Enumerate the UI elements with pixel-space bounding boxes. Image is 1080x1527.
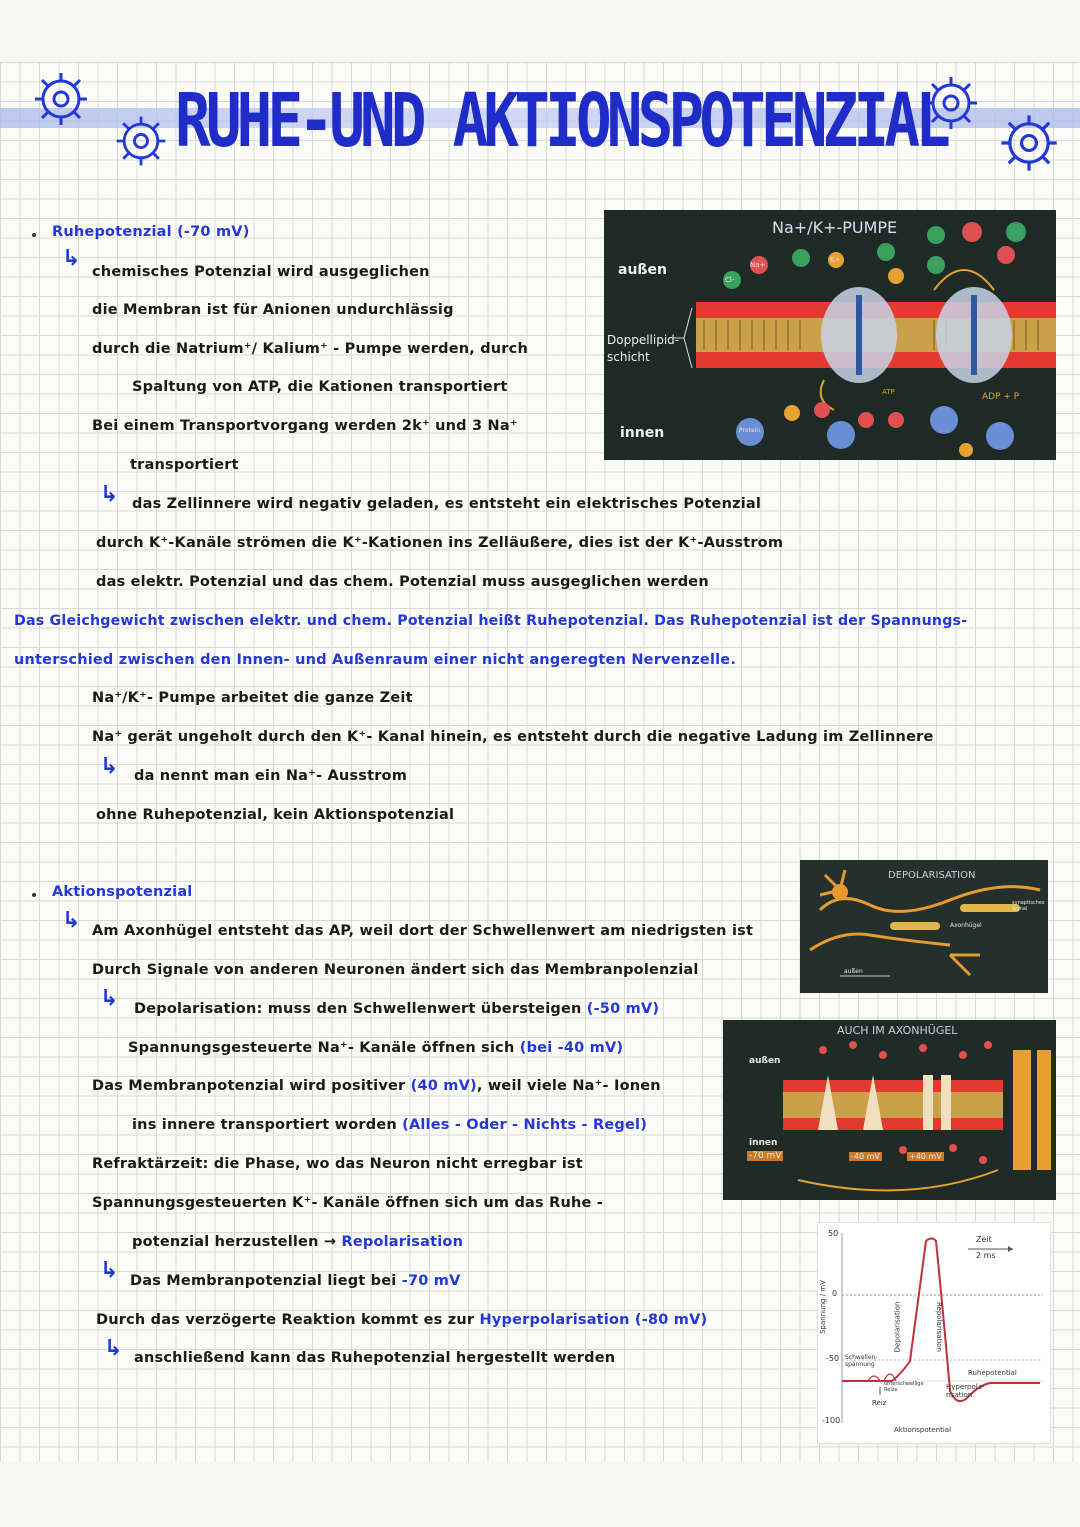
figure-depolarisation — [800, 860, 1048, 993]
ruhe-line: Spaltung von ATP, die Kationen transportiert — [132, 379, 508, 395]
repol-label: Repolarisation — [934, 1302, 943, 1352]
label-cl: Cl- — [725, 276, 735, 284]
aktion-line — [134, 1001, 659, 1017]
aktion-text: Depolarisation: muss den Schwellenwert übersteigen — [134, 1001, 582, 1017]
ruhe-line: das Zellinnere wird negativ geladen, es entsteht ein elektrisches Potenzial — [132, 496, 762, 512]
bullet — [32, 233, 36, 237]
hyper-label: Hyperpola- risation — [946, 1383, 985, 1399]
aktion-text: potenzial herzustellen → — [132, 1234, 337, 1250]
label-bilayer: Doppellipid- schicht — [607, 333, 680, 364]
arrow-icon: ↳ — [62, 908, 81, 933]
aktion-line: Durch Signale von anderen Neuronen ändert sich das Membranpolenzial — [92, 962, 699, 978]
figure-title: AUCH IM AXONHÜGEL — [837, 1024, 958, 1037]
aktion-line — [128, 1040, 623, 1056]
ruhe-line: die Membran ist für Anionen undurchlässig — [92, 302, 454, 318]
section-heading-aktion: Aktionspotenzial — [52, 884, 193, 900]
aktion-text: Das Membranpotenzial liegt bei — [130, 1273, 397, 1289]
aktion-text: ins innere transportiert worden — [132, 1117, 397, 1133]
bullet — [32, 893, 36, 897]
gear-icon — [30, 68, 92, 130]
aktion-line — [132, 1117, 647, 1133]
section-heading-ruhe: Ruhepotenzial (-70 mV) — [52, 224, 250, 240]
label-inside: innen — [749, 1138, 778, 1148]
gear-icon — [996, 110, 1062, 176]
aktion-value: (-50 mV) — [586, 1001, 660, 1017]
tick-label: -100 — [822, 1416, 841, 1425]
label-inside-mv: -70 mV — [749, 1151, 782, 1161]
figure-action-potential-graph — [817, 1222, 1051, 1444]
arrow-icon: ↳ — [62, 246, 81, 271]
aktion-value: Repolarisation — [341, 1234, 464, 1250]
label-atp: ATP — [882, 388, 895, 396]
aktion-value: (Alles - Oder - Nichts - Regel) — [402, 1117, 648, 1133]
sub-label: unterschwellige Reize — [884, 1381, 924, 1393]
label-inside: innen — [620, 425, 665, 441]
rest-label: Ruhepotential — [968, 1369, 1017, 1377]
caption: Aktionspotential — [894, 1426, 952, 1434]
definition-line: unterschied zwischen den Innen- und Außenraum einer nicht angeregten Nervenzelle. — [14, 652, 737, 668]
aktion-value: Hyperpolarisation (-80 mV) — [479, 1312, 708, 1328]
gear-icon — [112, 112, 170, 170]
label-na: Na+ — [750, 261, 766, 269]
ruhe-line: das elektr. Potenzial und das chem. Potenzial muss ausgeglichen werden — [96, 574, 709, 590]
aktion-line: Spannungsgesteuerten K⁺- Kanäle öffnen sich um das Ruhe - — [92, 1195, 604, 1211]
label-axonhuegel: Axonhügel — [950, 922, 982, 929]
label-mv2: +40 mV — [909, 1152, 942, 1161]
tick-label: 50 — [828, 1229, 839, 1238]
ruhe-line: transportiert — [130, 457, 239, 473]
label-k: K+ — [830, 256, 841, 264]
arrow-icon: ↳ — [100, 986, 119, 1011]
aktion-value: -70 mV — [401, 1273, 461, 1289]
aktion-line — [96, 1312, 707, 1328]
aktion-text: , weil viele Na⁺- Ionen — [476, 1078, 661, 1094]
ruhe-line: Na⁺/K⁺- Pumpe arbeitet die ganze Zeit — [92, 690, 413, 706]
figure-axonhuegel — [723, 1020, 1056, 1200]
arrow-icon: ↳ — [100, 1258, 119, 1283]
aktion-line — [132, 1234, 463, 1250]
threshold-label: Schwellen- spannung — [845, 1354, 878, 1368]
tick-label: 0 — [832, 1289, 838, 1298]
time-label: Zeit — [976, 1235, 992, 1244]
depol-label: Depolarisation — [893, 1301, 902, 1353]
stimulus-label: Reiz — [872, 1399, 887, 1407]
y-axis-label: Spannung / mV — [818, 1280, 827, 1334]
time-value: 2 ms — [976, 1251, 996, 1260]
aktion-line — [130, 1273, 461, 1289]
aktion-value: (40 mV) — [410, 1078, 477, 1094]
ruhe-line: durch K⁺-Kanäle strömen die K⁺-Kationen ins Zelläußere, dies ist der K⁺-Ausstrom — [96, 535, 784, 551]
aktion-line — [92, 1078, 661, 1094]
aktion-line: anschließend kann das Ruhepotenzial hergestellt werden — [134, 1350, 616, 1366]
ruhe-line: Bei einem Transportvorgang werden 2k⁺ und 3 Na⁺ — [92, 418, 518, 434]
figure-title: Na+/K+-PUMPE — [772, 218, 898, 237]
aktion-line: Refraktärzeit: die Phase, wo das Neuron nicht erregbar ist — [92, 1156, 583, 1172]
ruhe-line: durch die Natrium⁺/ Kalium⁺ - Pumpe werden, durch — [92, 341, 528, 357]
aktion-text: Das Membranpotenzial wird positiver — [92, 1078, 406, 1094]
ruhe-line: Na⁺ gerät ungeholt durch den K⁺- Kanal hinein, es entsteht durch die negative Ladung im Zellinnere — [92, 729, 934, 745]
page-title: RUHE-UND AKTIONSPOTENZIAL — [175, 78, 947, 164]
figure-title: DEPOLARISATION — [888, 870, 976, 881]
aktion-text: Durch das verzögerte Reaktion kommt es zur — [96, 1312, 475, 1328]
definition-line: Das Gleichgewicht zwischen elektr. und chem. Potenzial heißt Ruhepotenzial. Das Ruhepotenzial ist der Spannungs- — [14, 613, 968, 629]
label-adp: ADP + P — [982, 392, 1020, 402]
label-protein: Protein — [739, 427, 761, 434]
label-outside: außen — [618, 262, 667, 278]
arrow-icon: ↳ — [104, 1336, 123, 1361]
aktion-line: Am Axonhügel entsteht das AP, weil dort der Schwellenwert am niedrigsten ist — [92, 923, 754, 939]
label-signal: synaptisches Signal — [1012, 900, 1045, 912]
ruhe-line: ohne Ruhepotenzial, kein Aktionspotenzial — [96, 807, 455, 823]
tick-label: -50 — [826, 1354, 840, 1363]
aktion-text: Spannungsgesteuerte Na⁺- Kanäle öffnen sich — [128, 1040, 515, 1056]
ruhe-line: chemisches Potenzial wird ausgeglichen — [92, 264, 430, 280]
label-outside: außen — [844, 968, 863, 975]
label-mv1: -40 mV — [851, 1152, 880, 1161]
arrow-icon: ↳ — [100, 482, 119, 507]
label-outside: außen — [749, 1056, 781, 1066]
arrow-icon: ↳ — [100, 754, 119, 779]
figure-na-k-pump — [604, 210, 1056, 460]
ruhe-line: da nennt man ein Na⁺- Ausstrom — [134, 768, 408, 784]
axon-membrane-diagram — [723, 1020, 1056, 1200]
aktion-value: (bei -40 mV) — [519, 1040, 624, 1056]
